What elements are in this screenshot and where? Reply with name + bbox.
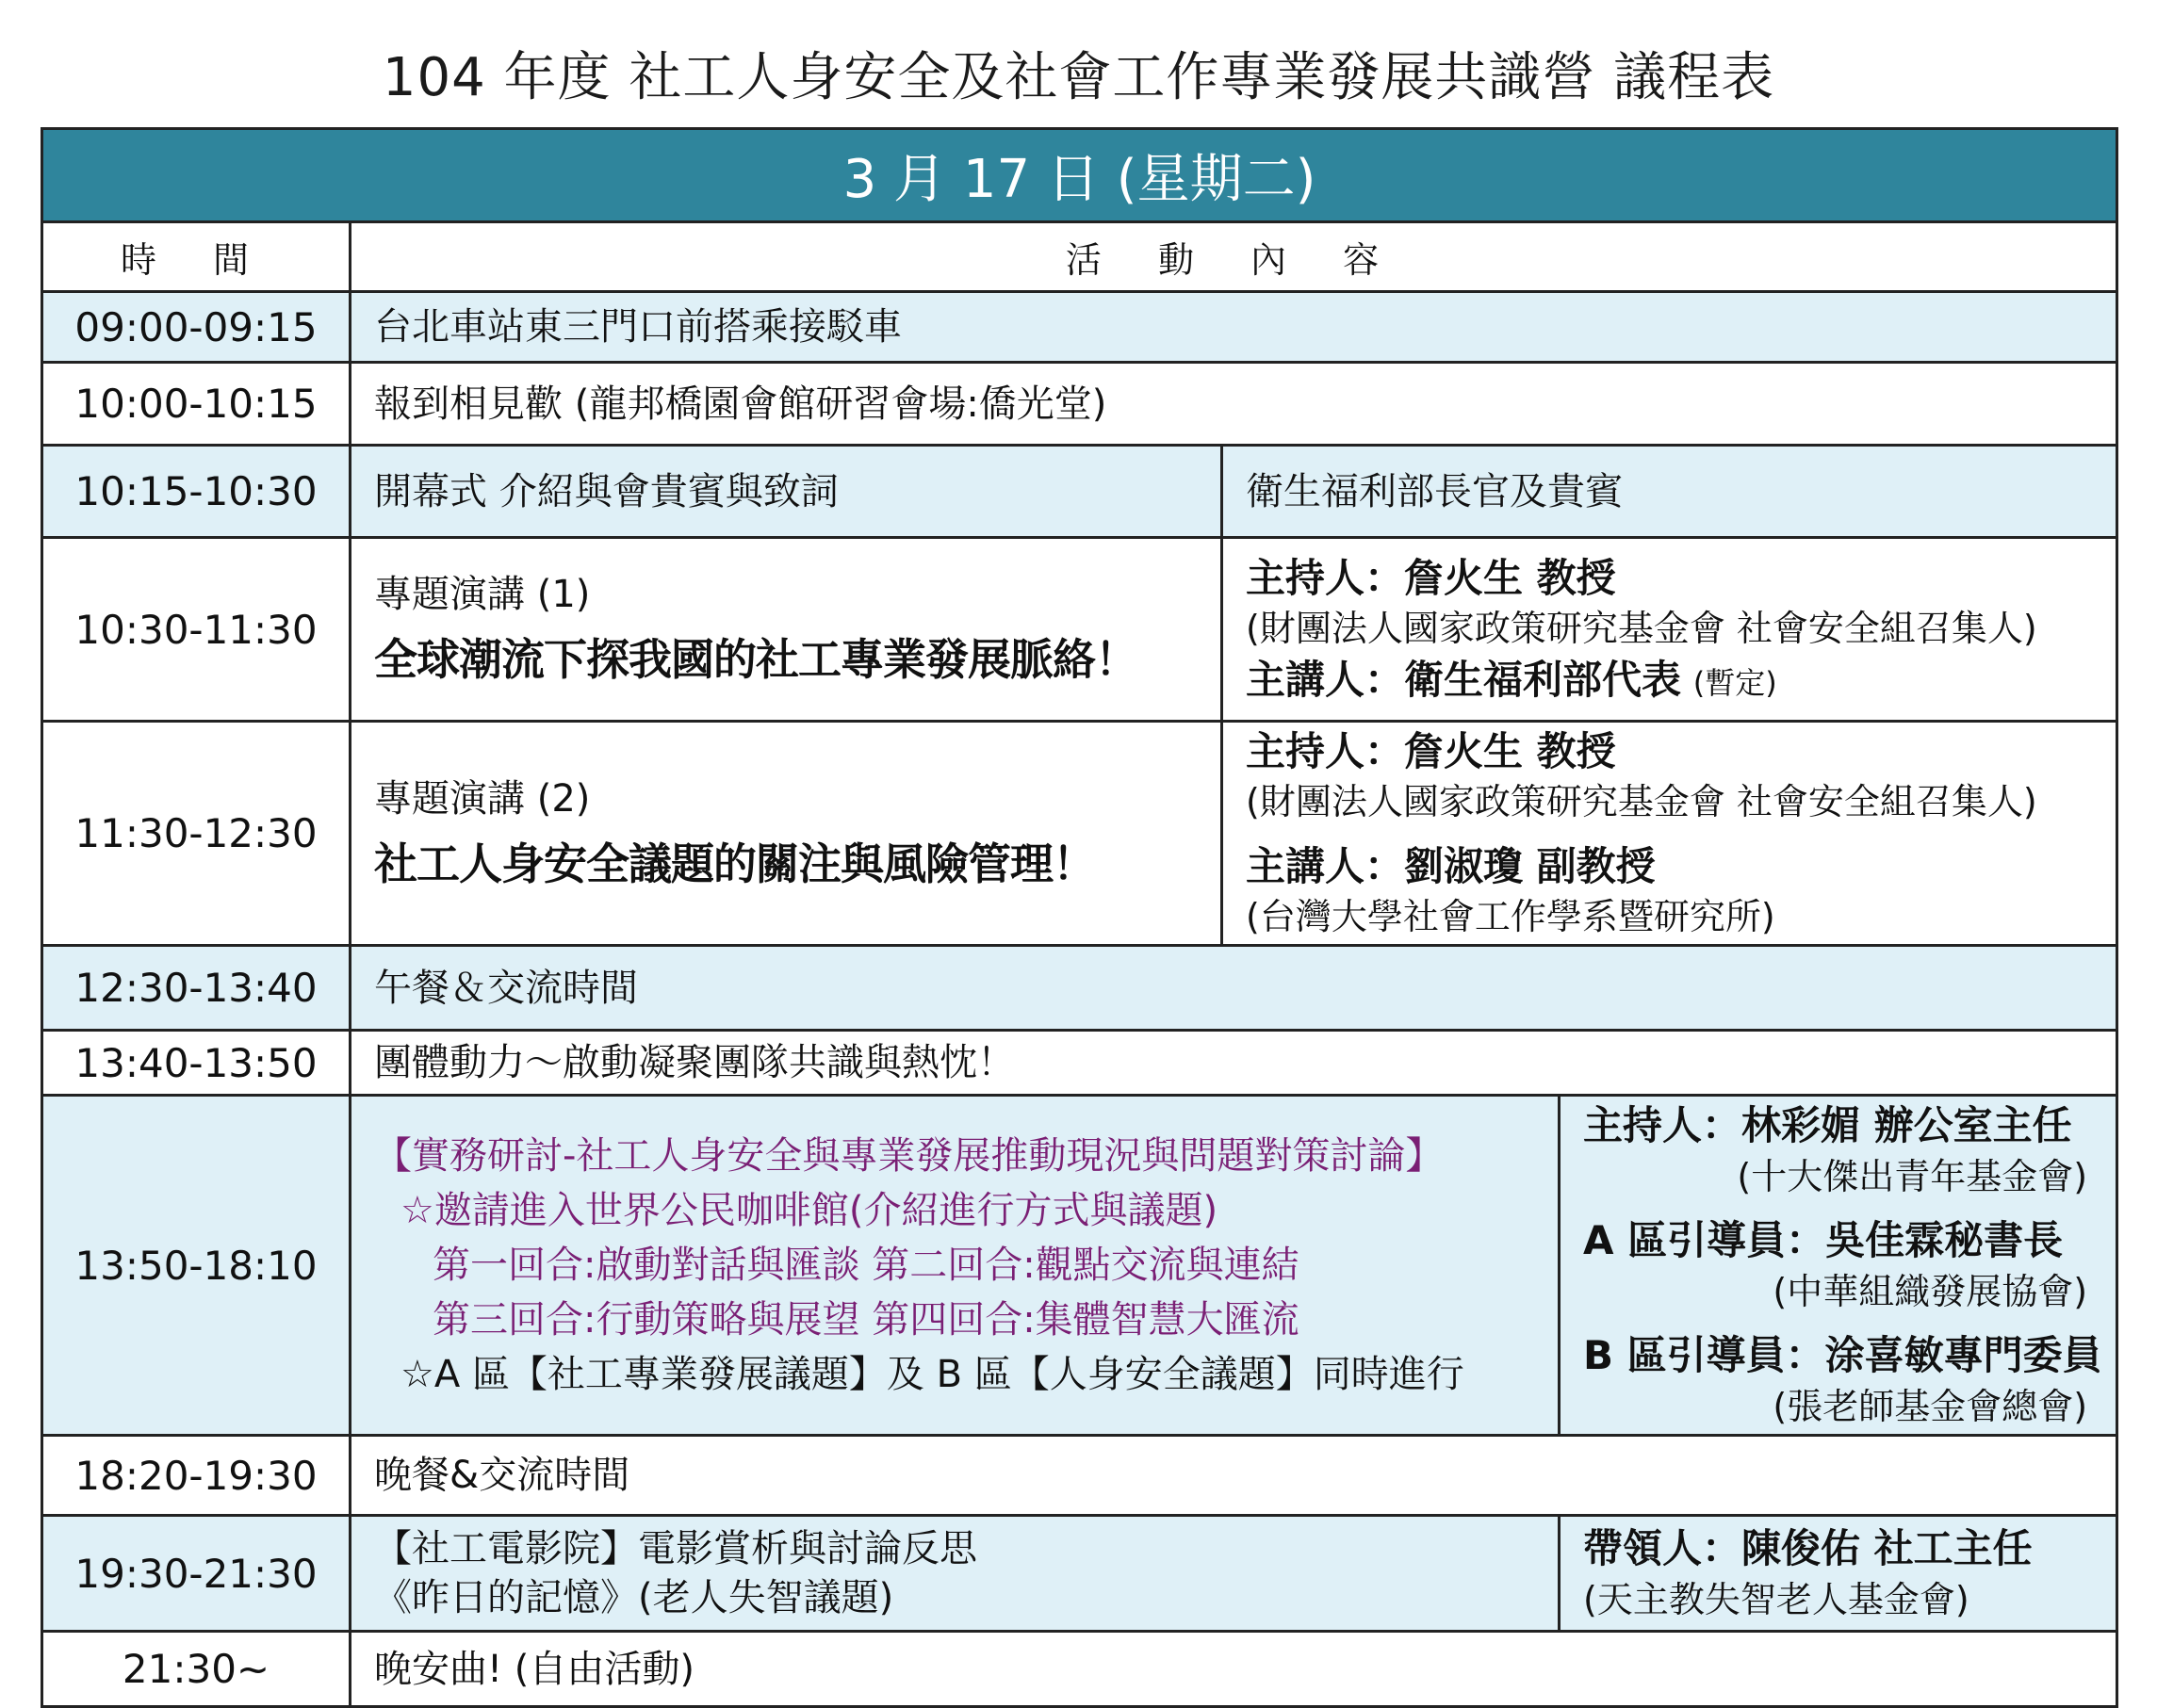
date-banner: 3 月 17 日 (星期二) bbox=[42, 129, 2117, 222]
table-row bbox=[42, 363, 2117, 446]
table-row bbox=[42, 1096, 2117, 1436]
row-speaker bbox=[1222, 538, 2117, 722]
header-time: 時 間 bbox=[42, 222, 351, 292]
workshop-rounds-2: 第三回合:行動策略與展望 第四回合:集體智慧大匯流 bbox=[433, 1298, 1299, 1342]
page-title: 104 年度 社工人身安全及社會工作專業發展共識營 議程表 bbox=[382, 47, 1775, 108]
talk-topic: 全球潮流下探我國的社工專業發展脈絡！ bbox=[374, 634, 1137, 686]
table-row bbox=[42, 946, 2117, 1031]
row-content: 開幕式 介紹與會貴賓與致詞 bbox=[351, 446, 1222, 538]
row-content bbox=[351, 538, 1222, 722]
row-content bbox=[351, 1516, 1560, 1632]
workshop-rounds-1: 第一回合:啟動對話與匯談 第二回合:觀點交流與連結 bbox=[433, 1244, 1299, 1287]
table-row bbox=[42, 292, 2117, 363]
speaker-name: 主講人：衛生福利部代表 bbox=[1246, 656, 1682, 703]
table-row bbox=[42, 722, 2117, 946]
film-topic: 《昨日的記憶》(老人失智議題) bbox=[374, 1576, 894, 1619]
agenda-table bbox=[41, 127, 2118, 1708]
workshop-note: ☆A 區【社工專業發展議題】及 B 區【人身安全議題】同時進行 bbox=[400, 1353, 1464, 1396]
row-time: 21:30~ bbox=[42, 1632, 351, 1707]
row-time: 10:30-11:30 bbox=[42, 538, 351, 722]
talk-label: 專題演講 (2) bbox=[374, 776, 591, 821]
row-speaker bbox=[1560, 1096, 2117, 1436]
host-name: 主持人：詹火生 教授 bbox=[1246, 727, 1616, 774]
speaker-org: (台灣大學社會工作學系暨研究所) bbox=[1246, 896, 1775, 938]
host-name: 主持人：詹火生 教授 bbox=[1246, 554, 1616, 601]
row-time: 09:00-09:15 bbox=[42, 292, 351, 363]
row-content: 晚餐&交流時間 bbox=[351, 1436, 2117, 1516]
row-content bbox=[351, 722, 1222, 946]
row-content: 午餐＆交流時間 bbox=[351, 946, 2117, 1031]
row-time: 19:30-21:30 bbox=[42, 1516, 351, 1632]
table-row bbox=[42, 1436, 2117, 1516]
row-speaker: 衛生福利部長官及貴賓 bbox=[1222, 446, 2117, 538]
host-org: (財團法人國家政策研究基金會 社會安全組召集人) bbox=[1246, 781, 2037, 823]
row-content: 報到相見歡 (龍邦橋園會館研習會場:僑光堂) bbox=[351, 363, 2117, 446]
workshop-title: 【實務研討-社工人身安全與專業發展推動現況與問題對策討論】 bbox=[374, 1134, 1444, 1178]
row-content bbox=[351, 1096, 1560, 1436]
row-speaker bbox=[1560, 1516, 2117, 1632]
row-time: 18:20-19:30 bbox=[42, 1436, 351, 1516]
guide-b: B 區引導員：涂喜敏專門委員 bbox=[1583, 1331, 2102, 1378]
workshop-intro: ☆邀請進入世界公民咖啡館(介紹進行方式與議題) bbox=[400, 1189, 1218, 1232]
leader-org: (天主教失智老人基金會) bbox=[1583, 1578, 1969, 1620]
guide-b-org: (張老師基金會總會) bbox=[1773, 1385, 2088, 1427]
row-content: 晚安曲! (自由活動) bbox=[351, 1632, 2117, 1707]
row-content: 台北車站東三門口前搭乘接駁車 bbox=[351, 292, 2117, 363]
table-row bbox=[42, 446, 2117, 538]
row-speaker bbox=[1222, 722, 2117, 946]
host-name: 主持人：林彩媚 辦公室主任 bbox=[1583, 1102, 2072, 1149]
host-org: (財團法人國家政策研究基金會 社會安全組召集人) bbox=[1246, 608, 2037, 650]
table-row bbox=[42, 1632, 2117, 1707]
host-org: (十大傑出青年基金會) bbox=[1737, 1155, 2088, 1197]
row-time: 11:30-12:30 bbox=[42, 722, 351, 946]
row-time: 13:50-18:10 bbox=[42, 1096, 351, 1436]
header-content: 活 動 內 容 bbox=[351, 222, 2117, 292]
film-title: 【社工電影院】電影賞析與討論反思 bbox=[374, 1527, 977, 1570]
talk-topic: 社工人身安全議題的關注與風險管理！ bbox=[374, 838, 1095, 889]
row-time: 10:15-10:30 bbox=[42, 446, 351, 538]
row-time: 12:30-13:40 bbox=[42, 946, 351, 1031]
table-row bbox=[42, 1516, 2117, 1632]
date-banner-row bbox=[42, 129, 2117, 222]
row-content: 團體動力～啟動凝聚團隊共識與熱忱！ bbox=[351, 1031, 2117, 1096]
speaker-name: 主講人：劉淑瓊 副教授 bbox=[1246, 842, 1656, 889]
guide-a: A 區引導員：吳佳霖秘書長 bbox=[1583, 1217, 2064, 1263]
row-time: 13:40-13:50 bbox=[42, 1031, 351, 1096]
speaker-note: (暫定) bbox=[1692, 664, 1777, 701]
row-time: 10:00-10:15 bbox=[42, 363, 351, 446]
leader-name: 帶領人：陳俊佑 社工主任 bbox=[1583, 1525, 2033, 1571]
guide-a-org: (中華組織發展協會) bbox=[1773, 1270, 2088, 1312]
talk-label: 專題演講 (1) bbox=[374, 573, 591, 617]
table-row bbox=[42, 538, 2117, 722]
header-row bbox=[42, 222, 2117, 292]
table-row bbox=[42, 1031, 2117, 1096]
